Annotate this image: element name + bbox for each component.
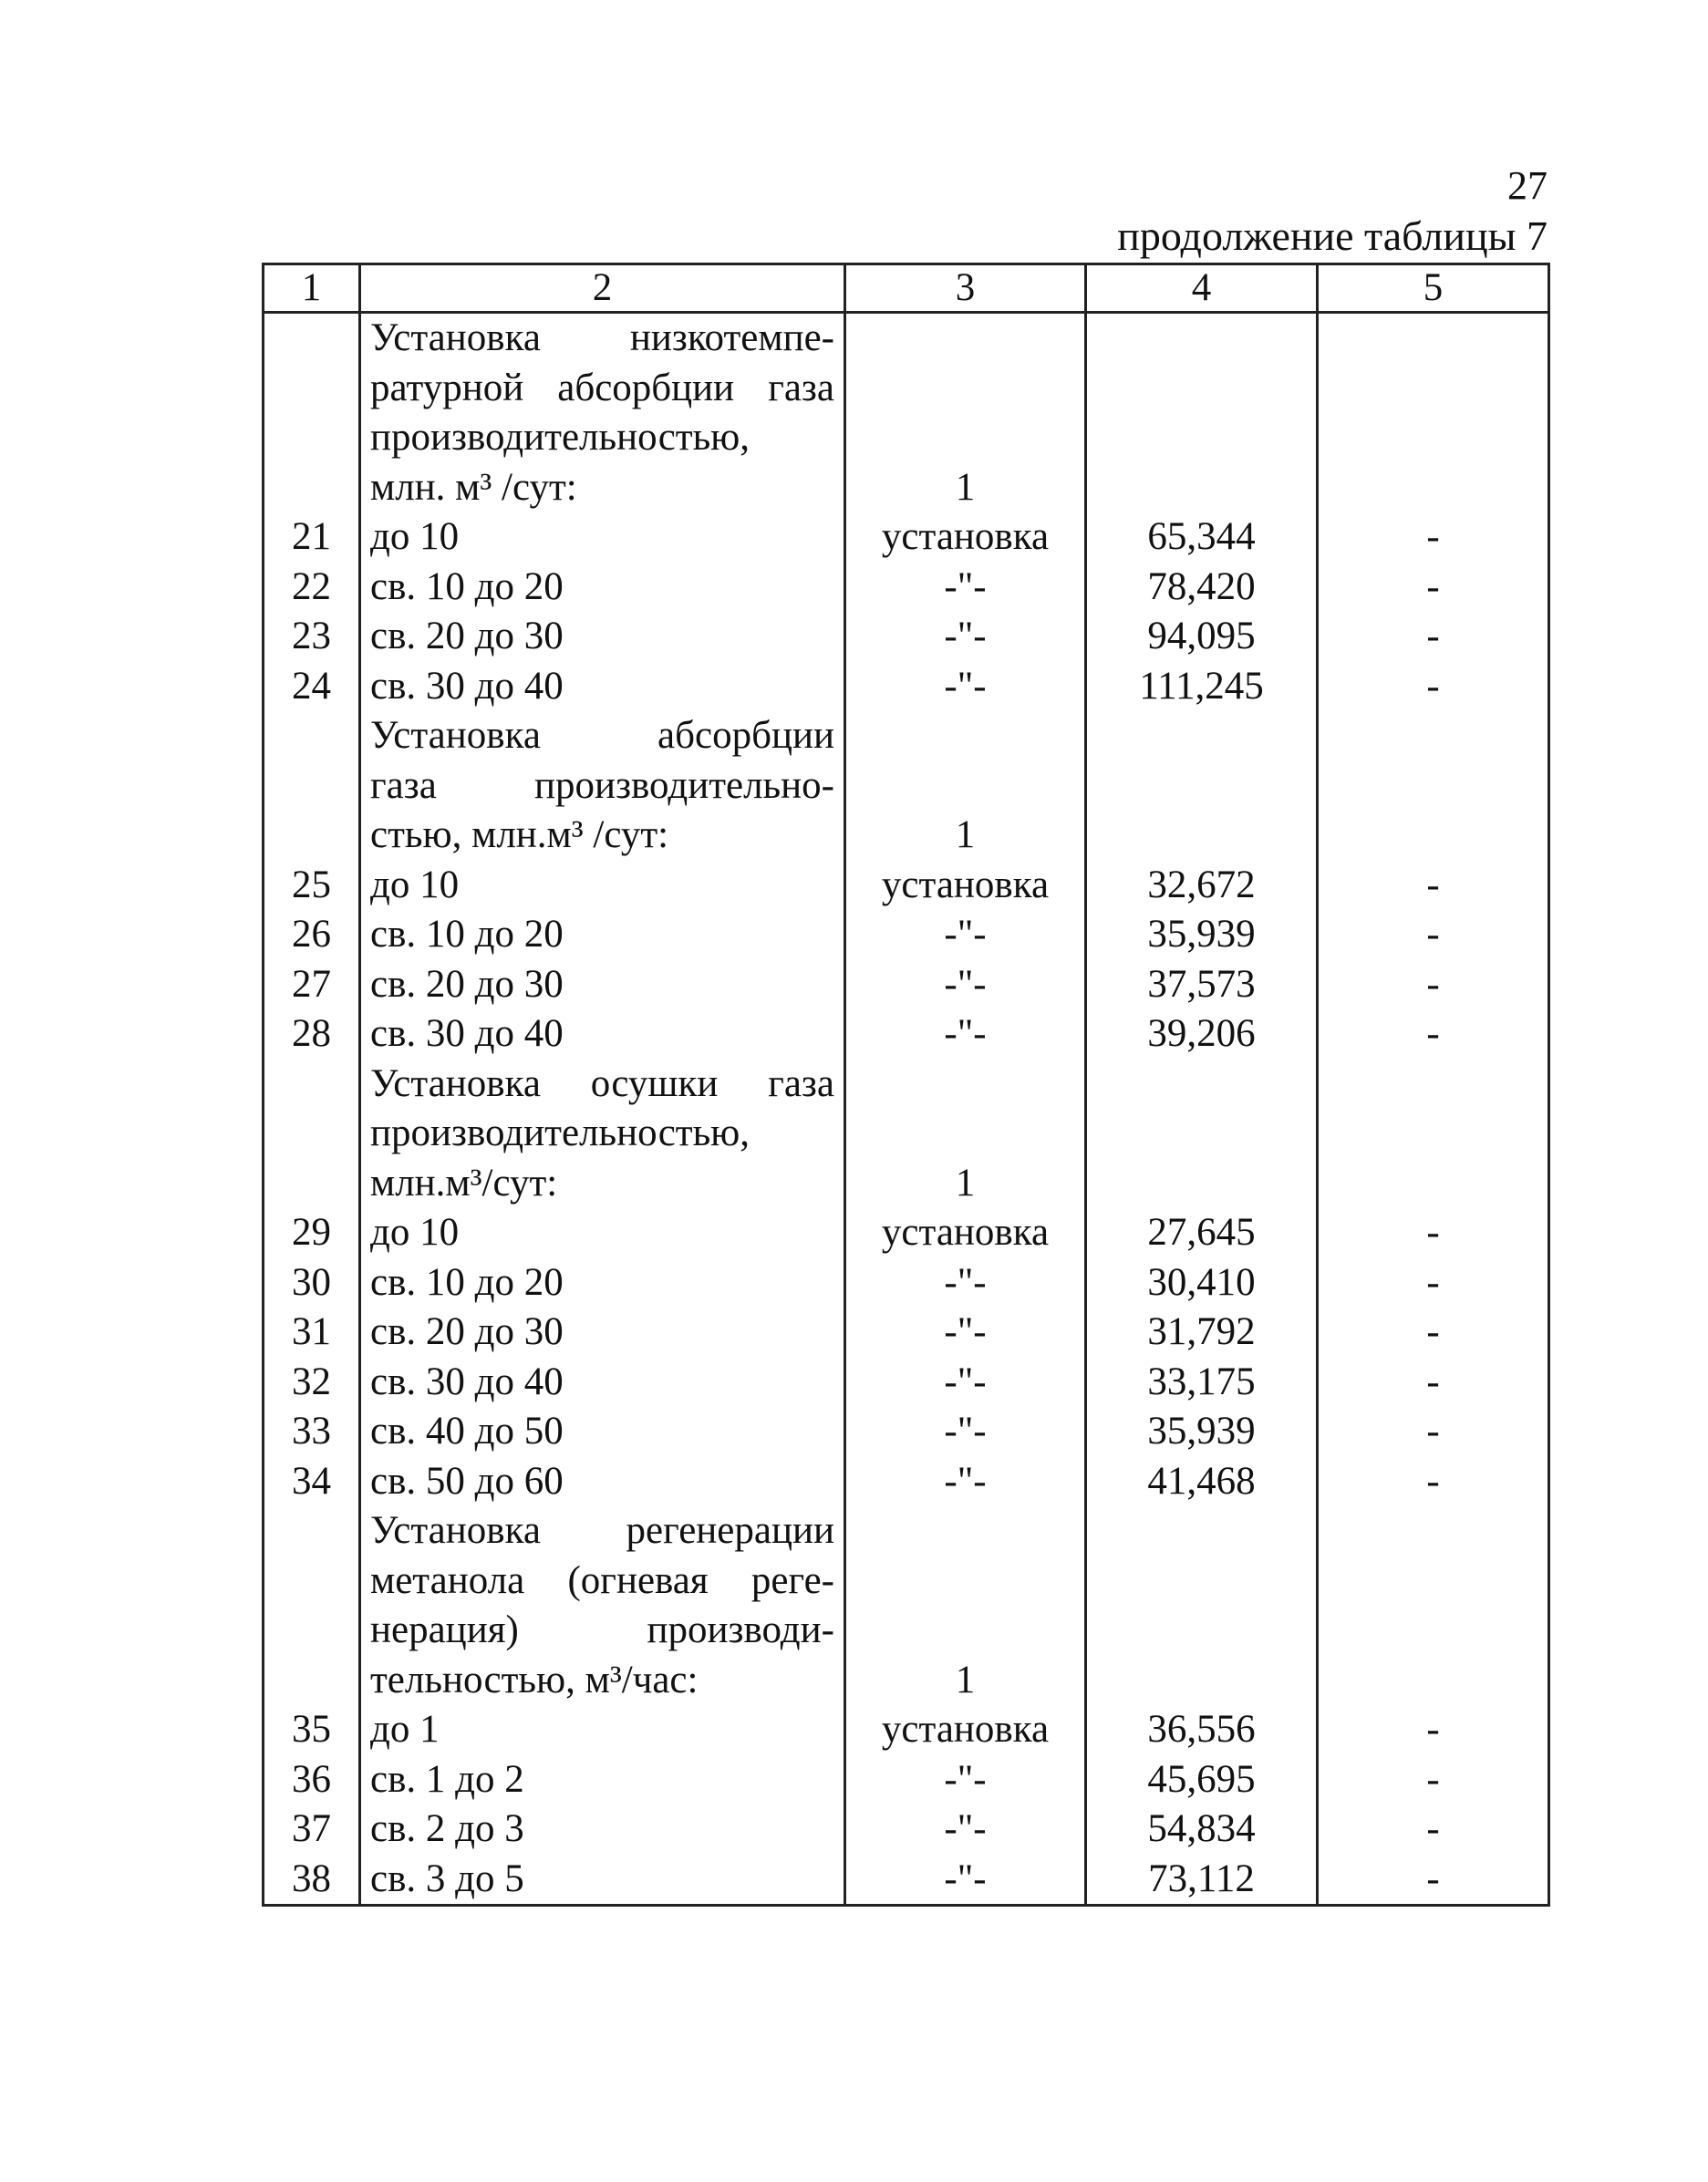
group-heading-row xyxy=(264,1506,1549,1705)
group-heading-line: млн. м³ /сут: xyxy=(370,465,577,509)
table-row xyxy=(264,861,1549,911)
group-heading xyxy=(360,1060,845,1209)
group-heading-row xyxy=(264,313,1549,513)
unit-cell: -"- xyxy=(845,563,1086,613)
row-number-cell: 38 xyxy=(264,1855,360,1906)
extra-cell xyxy=(1318,1506,1549,1705)
row-number-cell: 29 xyxy=(264,1208,360,1258)
description-cell: св. 30 до 40 xyxy=(360,662,845,712)
unit-cell: установка xyxy=(845,1705,1086,1755)
extra-cell: - xyxy=(1318,1855,1549,1906)
row-number-cell: 37 xyxy=(264,1805,360,1855)
row-number-cell: 22 xyxy=(264,563,360,613)
group-heading-line: нерация) производи- xyxy=(370,1608,834,1651)
unit-cell: -"- xyxy=(845,960,1086,1010)
value-cell: 78,420 xyxy=(1086,563,1318,613)
group-heading-line: Установка абсорбции xyxy=(370,714,834,757)
extra-cell: - xyxy=(1318,960,1549,1010)
value-cell: 35,939 xyxy=(1086,1407,1318,1457)
unit-cell: установка xyxy=(845,512,1086,563)
extra-cell: - xyxy=(1318,612,1549,662)
value-cell: 54,834 xyxy=(1086,1805,1318,1855)
table-row xyxy=(264,1457,1549,1507)
description-cell: св. 30 до 40 xyxy=(360,1009,845,1060)
table-header-row xyxy=(264,264,1549,313)
group-heading-line: Установка регенерации xyxy=(370,1509,834,1552)
table-row xyxy=(264,1258,1549,1308)
row-number-cell xyxy=(264,1506,360,1705)
unit-cell: -"- xyxy=(845,1258,1086,1308)
extra-cell xyxy=(1318,1060,1549,1209)
description-cell: св. 30 до 40 xyxy=(360,1358,845,1408)
table-row xyxy=(264,512,1549,563)
value-cell: 31,792 xyxy=(1086,1308,1318,1358)
row-number-cell: 27 xyxy=(264,960,360,1010)
description-cell: св. 50 до 60 xyxy=(360,1457,845,1507)
value-cell: 65,344 xyxy=(1086,512,1318,563)
group-heading-line: производительностью, xyxy=(370,1112,750,1154)
table-row xyxy=(264,960,1549,1010)
extra-cell xyxy=(1318,711,1549,861)
extra-cell: - xyxy=(1318,1308,1549,1358)
group-heading-row xyxy=(264,1060,1549,1209)
description-cell: св. 20 до 30 xyxy=(360,1308,845,1358)
row-number-cell: 26 xyxy=(264,910,360,960)
group-heading-line: Установка низкотемпе- xyxy=(370,316,834,359)
table-row xyxy=(264,1407,1549,1457)
description-cell: до 1 xyxy=(360,1705,845,1755)
unit-cell: -"- xyxy=(845,1457,1086,1507)
table-row xyxy=(264,1855,1549,1906)
row-number-cell: 21 xyxy=(264,512,360,563)
table-row xyxy=(264,1308,1549,1358)
unit-cell: -"- xyxy=(845,1358,1086,1408)
value-cell: 32,672 xyxy=(1086,861,1318,911)
table-row xyxy=(264,910,1549,960)
header-col-5: 5 xyxy=(1318,264,1549,313)
value-cell xyxy=(1086,711,1318,861)
value-cell: 41,468 xyxy=(1086,1457,1318,1507)
description-cell: св. 10 до 20 xyxy=(360,910,845,960)
row-number-cell: 30 xyxy=(264,1258,360,1308)
group-heading-unit: 1 xyxy=(845,711,1086,861)
header-col-1: 1 xyxy=(264,264,360,313)
group-heading-line: метанола (огневая реге- xyxy=(370,1558,834,1602)
description-cell: св. 10 до 20 xyxy=(360,563,845,613)
extra-cell: - xyxy=(1318,1258,1549,1308)
table-row xyxy=(264,1705,1549,1755)
row-number-cell: 36 xyxy=(264,1755,360,1805)
extra-cell: - xyxy=(1318,910,1549,960)
extra-cell: - xyxy=(1318,1407,1549,1457)
unit-cell: установка xyxy=(845,861,1086,911)
description-cell: св. 40 до 50 xyxy=(360,1407,845,1457)
extra-cell: - xyxy=(1318,1705,1549,1755)
unit-cell: -"- xyxy=(845,1407,1086,1457)
extra-cell: - xyxy=(1318,1009,1549,1060)
value-cell: 39,206 xyxy=(1086,1009,1318,1060)
group-heading-line: стью, млн.м³ /сут: xyxy=(370,813,669,856)
extra-cell: - xyxy=(1318,1358,1549,1408)
description-cell: св. 2 до 3 xyxy=(360,1805,845,1855)
extra-cell: - xyxy=(1318,861,1549,911)
table-row xyxy=(264,563,1549,613)
group-heading-line: Установка осушки газа xyxy=(370,1061,834,1105)
value-cell: 37,573 xyxy=(1086,960,1318,1010)
table-row xyxy=(264,1805,1549,1855)
extra-cell: - xyxy=(1318,662,1549,712)
table-row xyxy=(264,662,1549,712)
group-heading-line: производительностью, xyxy=(370,416,750,459)
extra-cell: - xyxy=(1318,1457,1549,1507)
row-number-cell: 35 xyxy=(264,1705,360,1755)
row-number-cell xyxy=(264,1060,360,1209)
row-number-cell: 34 xyxy=(264,1457,360,1507)
row-number-cell xyxy=(264,313,360,513)
page-number: 27 xyxy=(1507,163,1548,208)
rates-table xyxy=(262,263,1550,1907)
row-number-cell: 33 xyxy=(264,1407,360,1457)
table-row xyxy=(264,1358,1549,1408)
group-heading-unit: 1 xyxy=(845,313,1086,513)
table-body xyxy=(264,313,1549,1906)
header-col-4: 4 xyxy=(1086,264,1318,313)
extra-cell: - xyxy=(1318,1755,1549,1805)
unit-cell: установка xyxy=(845,1208,1086,1258)
group-heading xyxy=(360,711,845,861)
unit-cell: -"- xyxy=(845,910,1086,960)
extra-cell: - xyxy=(1318,563,1549,613)
row-number-cell: 25 xyxy=(264,861,360,911)
unit-cell: -"- xyxy=(845,1755,1086,1805)
value-cell xyxy=(1086,1060,1318,1209)
description-cell: св. 10 до 20 xyxy=(360,1258,845,1308)
description-cell: св. 3 до 5 xyxy=(360,1855,845,1906)
description-cell: до 10 xyxy=(360,1208,845,1258)
group-heading-line: ратурной абсорбции газа xyxy=(370,366,834,409)
group-heading xyxy=(360,313,845,513)
row-number-cell: 23 xyxy=(264,612,360,662)
table-row xyxy=(264,1208,1549,1258)
unit-cell: -"- xyxy=(845,662,1086,712)
description-cell: св. 20 до 30 xyxy=(360,612,845,662)
group-heading xyxy=(360,1506,845,1705)
value-cell xyxy=(1086,313,1318,513)
value-cell: 73,112 xyxy=(1086,1855,1318,1906)
table-row xyxy=(264,1009,1549,1060)
extra-cell xyxy=(1318,313,1549,513)
extra-cell: - xyxy=(1318,1208,1549,1258)
row-number-cell xyxy=(264,711,360,861)
group-heading-line: газа производительно- xyxy=(370,763,834,807)
value-cell: 45,695 xyxy=(1086,1755,1318,1805)
group-heading-unit: 1 xyxy=(845,1506,1086,1705)
value-cell xyxy=(1086,1506,1318,1705)
unit-cell: -"- xyxy=(845,1855,1086,1906)
group-heading-row xyxy=(264,711,1549,861)
table-row xyxy=(264,612,1549,662)
extra-cell: - xyxy=(1318,1805,1549,1855)
row-number-cell: 24 xyxy=(264,662,360,712)
header-col-2: 2 xyxy=(360,264,845,313)
unit-cell: -"- xyxy=(845,612,1086,662)
unit-cell: -"- xyxy=(845,1805,1086,1855)
table-row xyxy=(264,1755,1549,1805)
group-heading-unit: 1 xyxy=(845,1060,1086,1209)
group-heading-line: тельностью, м³/час: xyxy=(370,1658,699,1701)
value-cell: 33,175 xyxy=(1086,1358,1318,1408)
row-number-cell: 32 xyxy=(264,1358,360,1408)
value-cell: 36,556 xyxy=(1086,1705,1318,1755)
value-cell: 27,645 xyxy=(1086,1208,1318,1258)
unit-cell: -"- xyxy=(845,1308,1086,1358)
value-cell: 30,410 xyxy=(1086,1258,1318,1308)
table-caption: продолжение таблицы 7 xyxy=(1117,212,1548,259)
header-col-3: 3 xyxy=(845,264,1086,313)
extra-cell: - xyxy=(1318,512,1549,563)
unit-cell: -"- xyxy=(845,1009,1086,1060)
description-cell: до 10 xyxy=(360,861,845,911)
value-cell: 111,245 xyxy=(1086,662,1318,712)
group-heading-line: млн.м³/сут: xyxy=(370,1161,558,1205)
description-cell: до 10 xyxy=(360,512,845,563)
row-number-cell: 28 xyxy=(264,1009,360,1060)
row-number-cell: 31 xyxy=(264,1308,360,1358)
value-cell: 94,095 xyxy=(1086,612,1318,662)
value-cell: 35,939 xyxy=(1086,910,1318,960)
description-cell: св. 20 до 30 xyxy=(360,960,845,1010)
description-cell: св. 1 до 2 xyxy=(360,1755,845,1805)
